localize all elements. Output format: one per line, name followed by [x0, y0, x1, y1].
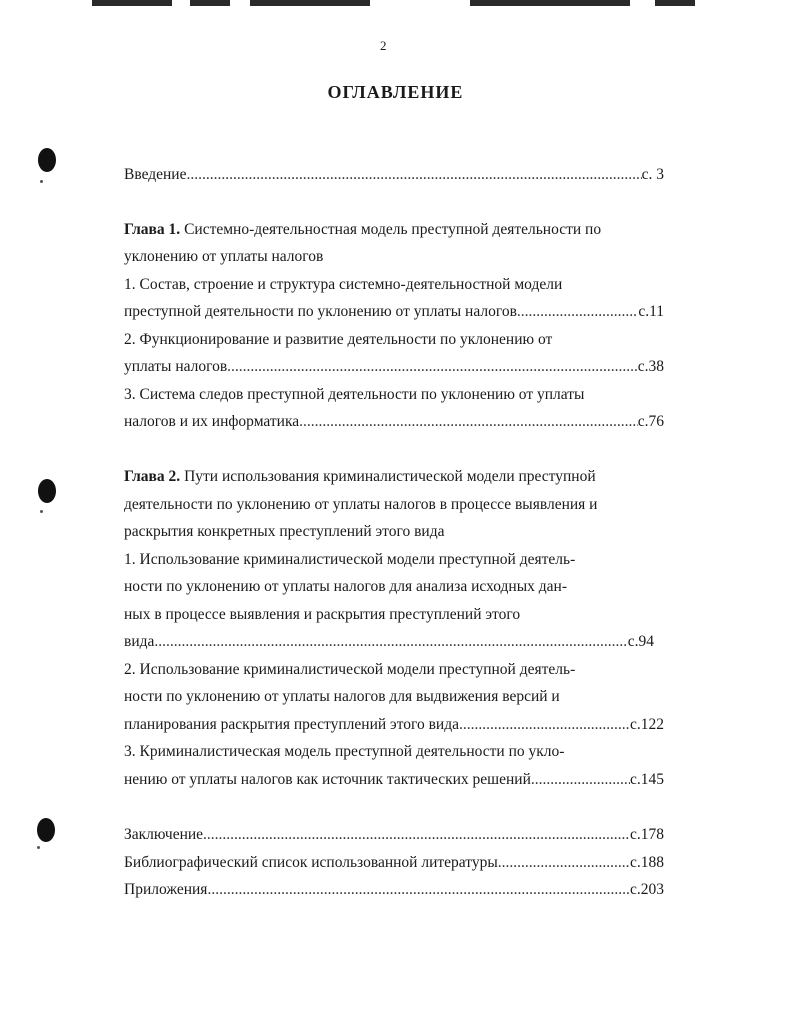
- toc-entry-page: с.145: [629, 771, 664, 788]
- toc-entry-1-2[interactable]: [124, 357, 664, 377]
- toc-entry-1-3-line1: 3. Система следов преступной деятельности по уклонению от уплаты: [124, 386, 585, 403]
- toc-entry-2-3[interactable]: [124, 770, 664, 790]
- chapter-1-heading-cont: уклонению от уплаты налогов: [124, 248, 324, 265]
- punch-hole: [38, 148, 56, 172]
- dot-leader: [517, 302, 638, 322]
- toc-entry-label: Заключение: [124, 826, 204, 843]
- toc-entry-label: планирования раскрытия преступлений этого вида: [124, 716, 459, 733]
- chapter-2-heading-cont: раскрытия конкретных преступлений этого вида: [124, 523, 445, 540]
- toc-entry-page: с.122: [629, 716, 664, 733]
- chapter-title: Пути использования криминалистической модели преступной: [184, 468, 596, 485]
- toc-entry-page: с.94: [627, 633, 654, 650]
- toc-entry-intro[interactable]: [124, 165, 664, 185]
- toc-entry-label: преступной деятельности по уклонению от уплаты налогов: [124, 303, 517, 320]
- toc-entry-label: уплаты налогов: [124, 358, 228, 375]
- dot-leader: [207, 880, 630, 900]
- chapter-2-heading-cont: деятельности по уклонению от уплаты налогов в процессе выявления и: [124, 496, 598, 513]
- toc-entry-page: с.38: [637, 358, 664, 375]
- toc-entry-1-1[interactable]: [124, 302, 664, 322]
- punch-hole: [37, 818, 55, 842]
- dot-leader: [299, 412, 638, 432]
- page-number: 2: [380, 38, 387, 53]
- toc-entry-label: вида: [124, 633, 155, 650]
- toc-entry-1-2-line1: 2. Функционирование и развитие деятельности по уклонению от: [124, 331, 553, 348]
- toc-entry-label: нению от уплаты налогов как источник тактических решений: [124, 771, 531, 788]
- dot-leader: [203, 825, 630, 845]
- chapter-label: Глава 1.: [124, 221, 181, 238]
- dot-leader: [186, 165, 641, 185]
- scan-speck: [40, 180, 43, 183]
- toc-entry-appendix[interactable]: [124, 880, 664, 900]
- toc-entry-1-1-line1: 1. Состав, строение и структура системно-деятельностной модели: [124, 276, 563, 293]
- toc-entry-label: Приложения: [124, 881, 208, 898]
- chapter-title: Системно-деятельностная модель преступной деятельности по: [184, 221, 602, 238]
- toc-entry-2-2-line1: 2. Использование криминалистической модели преступной деятель-: [124, 661, 576, 678]
- dot-leader: [227, 357, 638, 377]
- toc-entry-conclusion[interactable]: [124, 825, 664, 845]
- page-title: ОГЛАВЛЕНИЕ: [327, 82, 464, 102]
- dot-leader: [531, 770, 630, 790]
- toc-entry-bibliography[interactable]: [124, 853, 664, 873]
- scan-top-edge: [0, 0, 791, 14]
- toc-entry-label: Библиографический список использованной литературы: [124, 854, 498, 871]
- chapter-2-heading: [124, 467, 664, 487]
- toc-entry-1-3[interactable]: [124, 412, 664, 432]
- chapter-label: Глава 2.: [124, 468, 181, 485]
- toc-entry-page: с.188: [629, 854, 664, 871]
- toc-entry-page: с.178: [629, 826, 664, 843]
- toc-entry-2-1-line1: 1. Использование криминалистической модели преступной деятель-: [124, 551, 576, 568]
- chapter-1-heading: [124, 220, 664, 240]
- toc-entry-label: налогов и их информатика: [124, 413, 300, 430]
- toc-entry-2-2[interactable]: [124, 715, 664, 735]
- toc-entry-2-1-line3: ных в процессе выявления и раскрытия преступлений этого: [124, 606, 521, 623]
- dot-leader: [498, 853, 630, 873]
- dot-leader: [154, 632, 627, 652]
- scan-speck: [40, 510, 43, 513]
- toc-entry-page: с.11: [638, 303, 664, 320]
- toc-entry-2-2-line2: ности по уклонению от уплаты налогов для выдвижения версий и: [124, 688, 560, 705]
- toc-entry-page: с.76: [637, 413, 664, 430]
- toc-entry-2-1-line2: ности по уклонению от уплаты налогов для анализа исходных дан-: [124, 578, 567, 595]
- punch-hole: [38, 479, 56, 503]
- scan-speck: [37, 846, 40, 849]
- toc-entry-2-3-line1: 3. Криминалистическая модель преступной деятельности по укло-: [124, 743, 565, 760]
- toc-entry-page: с.203: [629, 881, 664, 898]
- dot-leader: [459, 715, 630, 735]
- toc-entry-label: Введение: [124, 166, 187, 183]
- toc-entry-page: с. 3: [641, 166, 664, 183]
- toc-entry-2-1[interactable]: [124, 632, 654, 652]
